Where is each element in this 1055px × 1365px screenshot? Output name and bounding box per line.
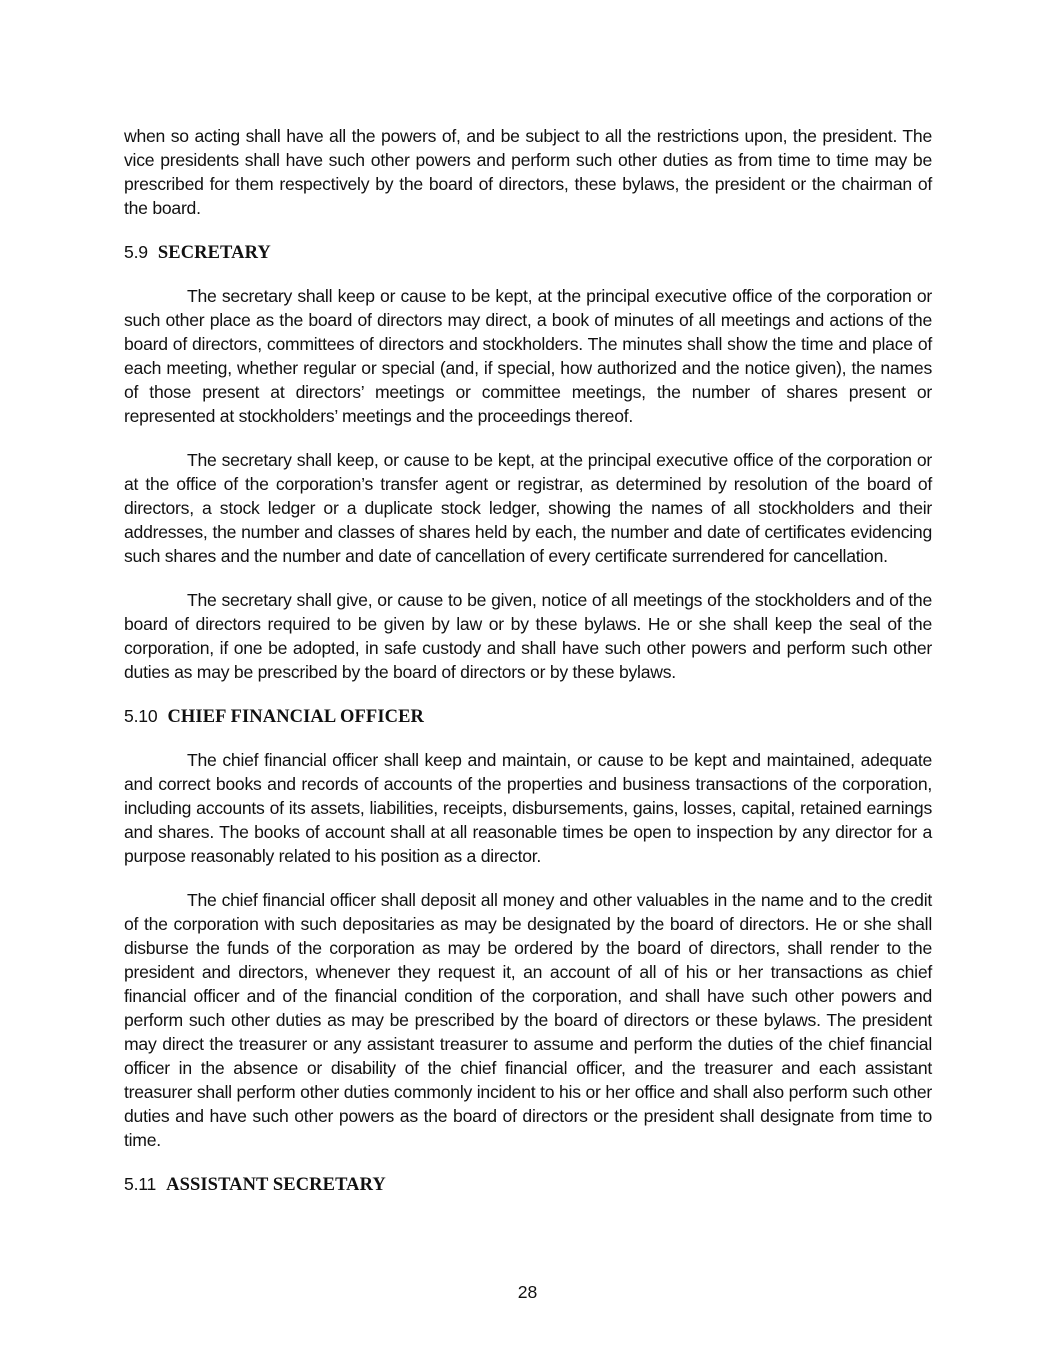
page-number: 28 <box>517 1282 538 1302</box>
cfo-paragraph-2: The chief financial officer shall deposit all money and other valuables in the name and to the credit of the corporation with such depositaries as may be designated by the board of directors. He or she shall disburse the funds of the corporation as may be ordered by the board of directors, shall render to the president and directors, whenever they request it, an account of all of his or her transactions as chief financial officer and of the financial condition of the corporation, and shall have such other powers and perform such other duties as may be prescribed by the board of directors or these bylaws. The president may direct the treasurer or any assistant treasurer to assume and perform the duties of the chief financial officer in the absence or disability of the chief financial officer, and the treasurer and each assistant treasurer shall perform other duties commonly incident to his or her office and shall also perform such other duties and have such other powers as the board of directors or the president shall designate from time to time. <box>124 890 932 1150</box>
secretary-paragraph-1: The secretary shall keep or cause to be kept, at the principal executive office of the corporation or such other place as the board of directors may direct, a book of minutes of all meetings and actions of the board of directors, committees of directors and stockholders. The minutes shall show the time and place of each meeting, whether regular or special (and, if special, how authorized and the notice given), the names of those present at directors’ meetings or committee meetings, the number of shares present or represented at stockholders’ meetings and the proceedings thereof. <box>124 286 932 426</box>
section-title: ASSISTANT SECRETARY <box>166 1175 386 1195</box>
section-title: SECRETARY <box>157 243 271 263</box>
section-heading-secretary <box>124 240 932 264</box>
page-body <box>124 124 932 1216</box>
section-heading-chief-financial-officer <box>124 704 932 728</box>
section-number: 5.10 <box>124 706 158 726</box>
section-title: CHIEF FINANCIAL OFFICER <box>167 707 424 727</box>
secretary-paragraph-3: The secretary shall give, or cause to be given, notice of all meetings of the stockholders and of the board of directors required to be given by law or by these bylaws. He or she shall keep the seal of the corporation, if one be adopted, in safe custody and shall have such other powers and perform such other duties as may be prescribed by the board of directors or by these bylaws. <box>124 590 932 682</box>
section-number: 5.9 <box>124 242 148 262</box>
secretary-paragraph-2: The secretary shall keep, or cause to be kept, at the principal executive office of the corporation or at the office of the corporation’s transfer agent or registrar, as determined by resolution of the board of directors, a stock ledger or a duplicate stock ledger, showing the names of all stockholders and their addresses, the number and classes of shares held by each, the number and date of certificates evidencing such shares and the number and date of cancellation of every certificate surrendered for cancellation. <box>124 450 932 566</box>
cfo-paragraph-1: The chief financial officer shall keep and maintain, or cause to be kept and maintained, adequate and correct books and records of accounts of the properties and business transactions of the corporation, including accounts of its assets, liabilities, receipts, disbursements, gains, losses, capital, retained earnings and shares. The books of account shall at all reasonable times be open to inspection by any director for a purpose reasonably related to his position as a director. <box>124 750 932 866</box>
section-heading-assistant-secretary <box>124 1172 932 1196</box>
opening-paragraph: when so acting shall have all the powers of, and be subject to all the restrictions upon, the president. The vice presidents shall have such other powers and perform such other duties as from time to time may be prescribed for them respectively by the board of directors, these bylaws, the president or the chairman of the board. <box>124 126 932 218</box>
section-number: 5.11 <box>124 1174 157 1194</box>
